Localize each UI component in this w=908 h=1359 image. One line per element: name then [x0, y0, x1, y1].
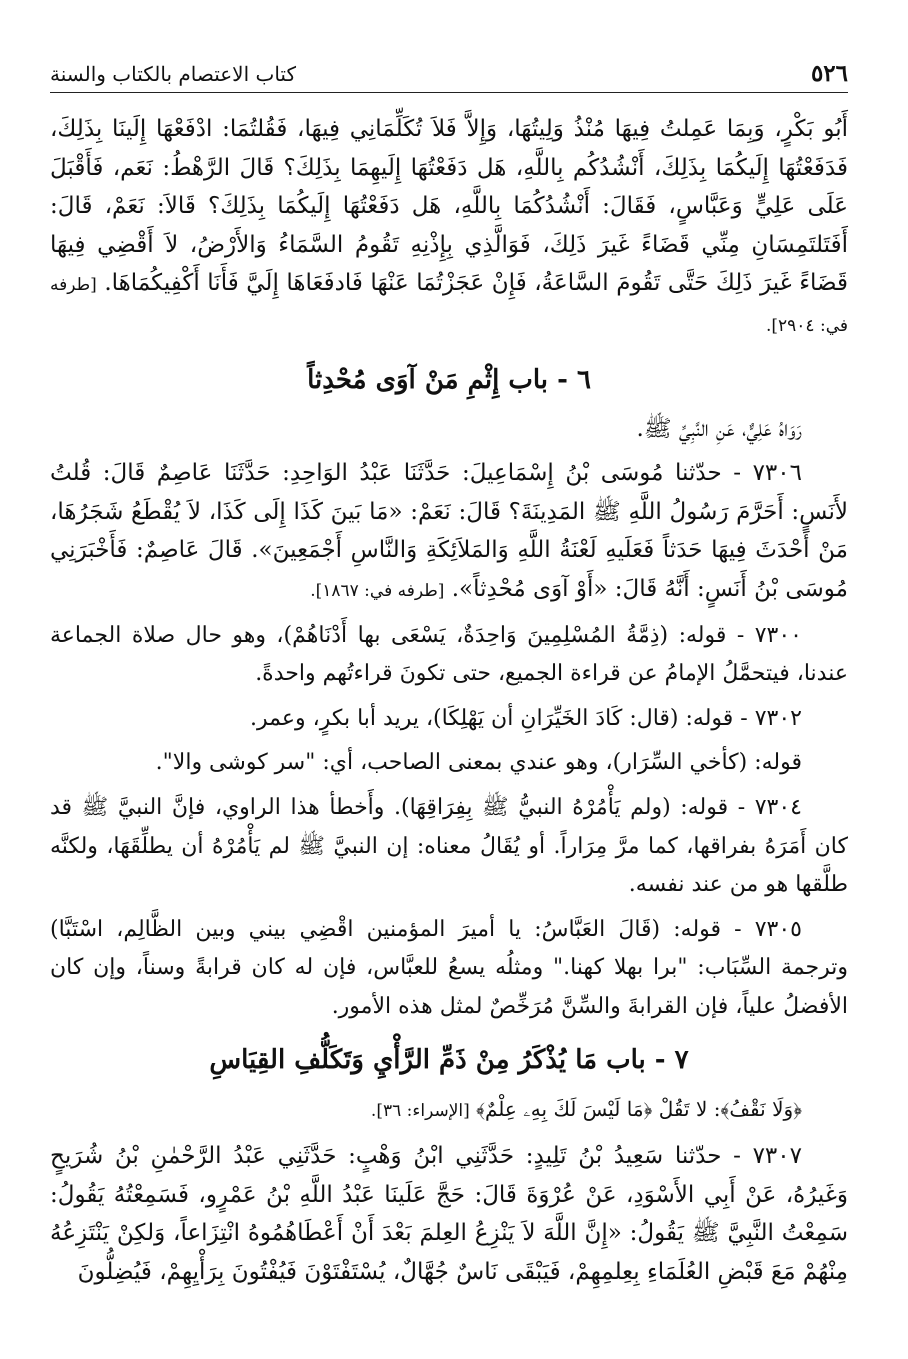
chapter-heading: ٦ - باب إِثْمِ مَنْ آوَى مُحْدِثاً [307, 364, 591, 395]
page-body [50, 110, 848, 1297]
cross-reference: [الإسراء: ٣٦]. [370, 1101, 470, 1122]
chapter-heading: ٧ - باب مَا يُذْكَرُ مِنْ ذَمِّ الرَّأْيِ وَتَكَلُّفِ القِيَاسِ [209, 1045, 689, 1076]
hadith-7306 [50, 454, 848, 610]
verse-text: ﴿وَلَا نَقْفُ﴾: لا تَقُلْ ﴿مَا لَيْسَ لَكَ بِهِۦ عِلْمٌ﴾ [476, 1097, 802, 1122]
paragraph-text: ٧٣٠٦ - حدّثنا مُوسَى بْنُ إِسْمَاعِيلَ: حَدَّثَنَا عَبْدُ الوَاحِدِ: حَدَّثَنَا عَاصِمٌ قَالَ: قُلتُ لأَنَسٍ: أَحَرَّمَ رَسُولُ اللَّهِ ﷺ المَدِينَةَ؟ قَالَ: نَعَمْ: «مَا بَينَ كَذَا إِلَى كَذَا، لاَ يُقْطَعُ شَجَرُهَا، مَنْ أَحْدَثَ فِيهَا حَدَثاً فَعَلَيهِ لَعْنَةُ اللَّهِ وَالمَلاَئِكَةِ وَالنَّاسِ أَجْمَعِينَ». قَالَ عَاصِمٌ: فَأَخْبَرَنِي مُوسَى بْنُ أَنَسٍ: أَنَّهُ قَالَ: «أَوْ آوَى مُحْدِثاً». [50, 460, 848, 602]
commentary-7305: ٧٣٠٥ - قوله: (قَالَ العَبَّاسُ: يا أميرَ المؤمنين اقْضِي بيني وبين الظَّالِم، اسْتَبَّا) وترجمة السِّبَاب: "برا بهلا كهنا." ومثلُه يسعُ للعبَّاس، فإن له كان قرابةً وسناً، وإن كان الأفضلُ علياً، فإن القرابةَ والسِّنَّ مُرَخِّصٌ لمثل هذه الأمور. [50, 916, 848, 1019]
commentary-7300: ٧٣٠٠ - قوله: (ذِمَّةُ المُسْلِمِينَ وَاحِدَةٌ، يَسْعَى بها أَدْنَاهُمْ)، وهو حال صلاة الجماعة عندنا، فيتحمَّلُ الإمامُ عن قراءة الجميع، حتى تكونَ قراءتُهم واحدةً. [50, 622, 848, 687]
book-title: كتاب الاعتصام بالكتاب والسنة [50, 62, 296, 86]
paragraph-continuation [50, 110, 848, 346]
paragraph-text: أَبُو بَكْرٍ، وَبِمَا عَمِلتُ فِيهَا مُنْذُ وَلِيتُهَا، وَإِلاَّ فَلاَ تُكَلِّمَانِي فِيهَا، فَقُلتُمَا: ادْفَعْهَا إِلَينَا بِذَلِكَ، فَدَفَعْتُهَا إِلَيكُمَا بِذَلِكَ، أَنْشُدُكُم بِاللَّهِ، هَل دَفَعْتُهَا إِلَيهِمَا بِذَلِكَ؟ قَالَ الرَّهْطُ: نَعَم، فَأَقْبَلَ عَلَى عَلِيٍّ وَعَبَّاسٍ، فَقَالَ: أَنْشُدُكُمَا بِاللَّهِ، هَل دَفَعْتُهَا إِلَيكُمَا بِذَلِكَ؟ قَالاَ: نَعَمْ، قَالَ: أَفَتَلتَمِسَانِ مِنِّي قَضَاءً غَيرَ ذَلِكَ، فَوَالَّذِي بِإِذْنِهِ تَقُومُ السَّمَاءُ وَالأَرْضُ، لاَ أَقْضِي فِيهَا قَضَاءً غَيرَ ذَلِكَ حَتَّى تَقُومَ السَّاعَةُ، فَإِنْ عَجَزْتُمَا عَنْهَا فَادفَعَاهَا إِلَيَّ فَأَنَا أَكْفِيكُمَاهَا. [50, 116, 848, 297]
hadith-7307: ٧٣٠٧ - حدّثنا سَعِيدُ بْنُ تَلِيدٍ: حَدَّثَنِي ابْنُ وَهْبٍ: حَدَّثَنِي عَبْدُ الرَّحْمٰنِ بْنُ شُرَيحٍ وَغَيرُهُ، عَنْ أَبِي الأَسْوَدِ، عَنْ عُرْوَةَ قَالَ: حَجَّ عَلَينَا عَبْدُ اللَّهِ بْنُ عَمْرٍو، فَسَمِعْتُهُ يَقُولُ: سَمِعْتُ النَّبِيَّ ﷺ يَقُولُ: «إِنَّ اللَّهَ لاَ يَنْزِعُ العِلمَ بَعْدَ أَنْ أَعْطَاهُمُوهُ انْتِزَاعاً، وَلكِنْ يَنْتَزِعُهُ مِنْهُمْ مَعَ قَبْضِ العُلَمَاءِ بِعِلمِهِمْ، فَيَبْقَى نَاسٌ جُهَّالٌ، يُسْتَفْتَوْنَ فَيُفْتُونَ بِرَأْيِهِمْ، فَيُضِلُّونَ [50, 1143, 848, 1285]
cross-reference: [طرفه في: ٢٩٠٤]. [50, 275, 848, 336]
commentary-7302: ٧٣٠٢ - قوله: (قال: كَادَ الخَيِّرَانِ أن يَهْلِكَا)، يريد أبا بكرٍ، وعمر. [250, 705, 802, 731]
commentary-sirar: قوله: (كأخي السِّرَار)، وهو عندي بمعنى الصاحب، أي: "سر كوشى والا". [155, 750, 802, 776]
commentary-7304: ٧٣٠٤ - قوله: (ولم يَأْمُرْهُ النبيُّ ﷺ بِفِرَاقِهَا). وأَخطأ هذا الراوي، فإنَّ النبيَّ ﷺ قد كان أَمَرَهُ بفراقها، كما مرَّ مِرَاراً. أو يُقَالُ معناه: إن النبيَّ ﷺ لم يَأْمُرْهُ أن يطلِّقَهَا، ولكنَّه طلَّقها هو من عند نفسه. [50, 794, 848, 898]
cross-reference: [طرفه في: ١٨٦٧]. [310, 580, 445, 601]
page-number: ٥٢٦ [810, 60, 848, 87]
narration-note: رَوَاهُ عَلِيٌّ، عَنِ النَّبِيِّ ﷺ. [636, 415, 802, 442]
running-header [50, 58, 848, 93]
quran-citation [50, 1090, 848, 1131]
